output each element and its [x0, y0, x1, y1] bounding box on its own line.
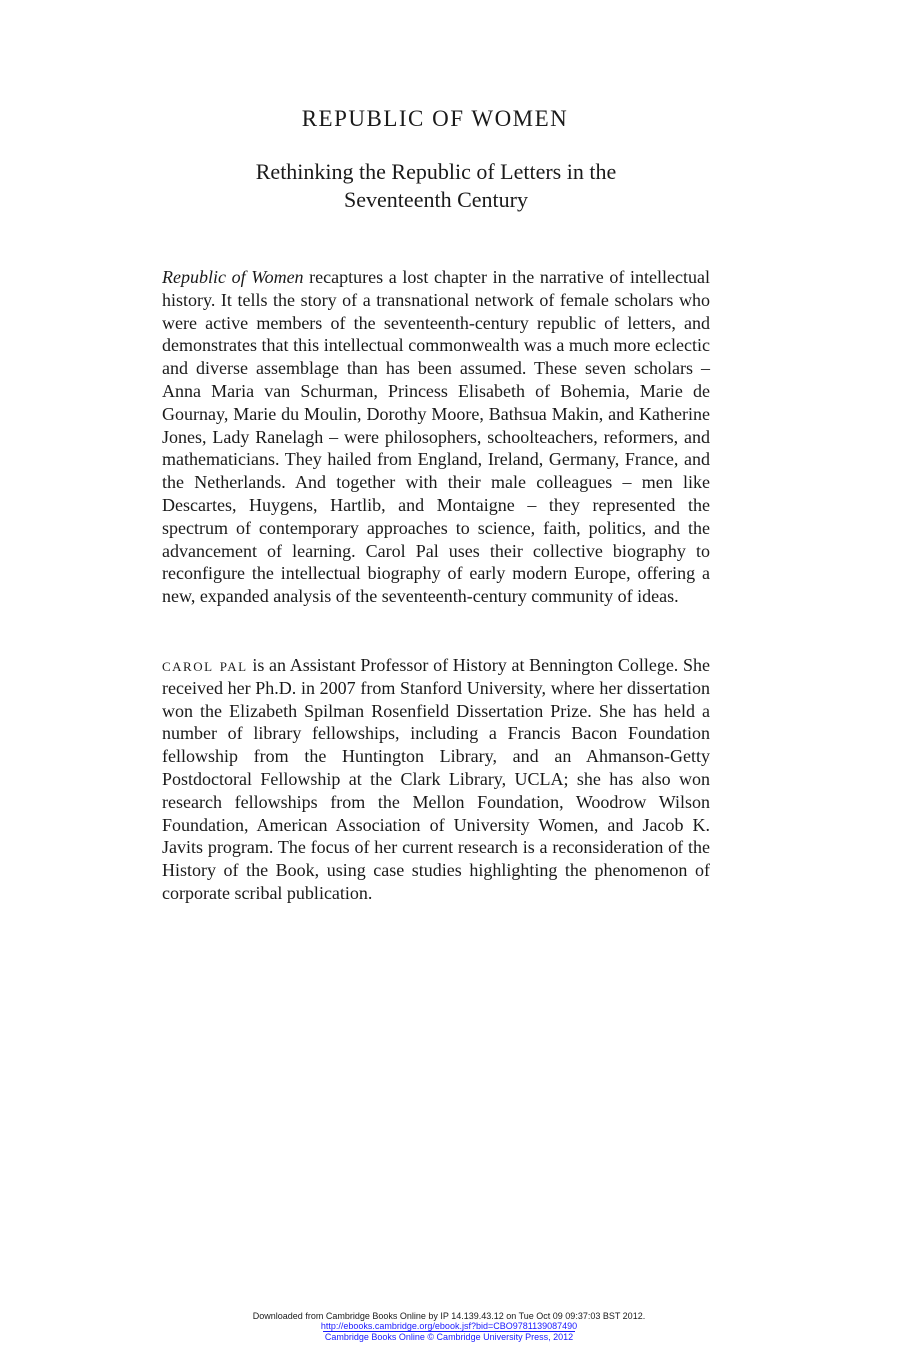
ebook-link[interactable]: http://ebooks.cambridge.org/ebook.jsf?bid=CBO9781139087490	[320, 1321, 578, 1331]
page-title: REPUBLIC OF WOMEN	[301, 106, 569, 131]
book-title-italic: Republic of Women	[162, 267, 304, 287]
book-description-text: recaptures a lost chapter in the narrative of intellectual history. It tells the story of a transnational network of female scholars who were active members of the seventeenth-century republic of letters, and demonstrates that this intellectual commonwealth was a much more eclectic and diverse assemblage than has been assumed. These seven scholars – Anna Maria van Schurman, Princess Elisabeth of Bohemia, Marie de Gournay, Marie du Moulin, Dorothy Moore, Bathsua Makin, and Katherine Jones, Lady Ranelagh – were philosophers, schoolteachers, reformers, and mathematicians. They hailed from England, Ireland, Germany, France, and the Netherlands. And together with their male colleagues – men like Descartes, Huygens, Hartlib, and Montaigne – they represented the spectrum of contemporary approaches to science, faith, politics, and the advancement of learning. Carol Pal uses their collective biography to reconfigure the intellectual biography of early modern Europe, offering a new, expanded analysis of the seventeenth-century community of ideas.	[162, 267, 710, 607]
copyright-notice: Cambridge Books Online © Cambridge University Press, 2012	[324, 1332, 574, 1342]
subtitle-line-2: Seventeenth Century	[344, 187, 528, 212]
subtitle-line-1: Rethinking the Republic of Letters in the	[255, 159, 617, 184]
download-info: Downloaded from Cambridge Books Online by IP 14.139.43.12 on Tue Oct 09 09:37:03 BST 2012.	[252, 1311, 646, 1321]
page-subtitle	[0, 158, 872, 214]
book-description	[162, 266, 710, 608]
download-footer	[0, 1311, 898, 1342]
author-name: carol pal	[162, 655, 248, 675]
author-bio	[162, 654, 710, 905]
author-bio-text: is an Assistant Professor of History at Bennington College. She received her Ph.D. in 2007 from Stanford University, where her dissertation won the Elizabeth Spilman Rosenfield Dissertation Prize. She has held a number of library fellowships, including a Francis Bacon Foundation fellowship from the Huntington Library, and an Ahmanson-Getty Postdoctoral Fellowship at the Clark Library, UCLA; she has also won research fellowships from the Mellon Foundation, Woodrow Wilson Foundation, American Association of University Women, and Jacob K. Javits program. The focus of her current research is a reconsideration of the History of the Book, using case studies highlighting the phenomenon of corporate scribal publication.	[162, 655, 710, 903]
